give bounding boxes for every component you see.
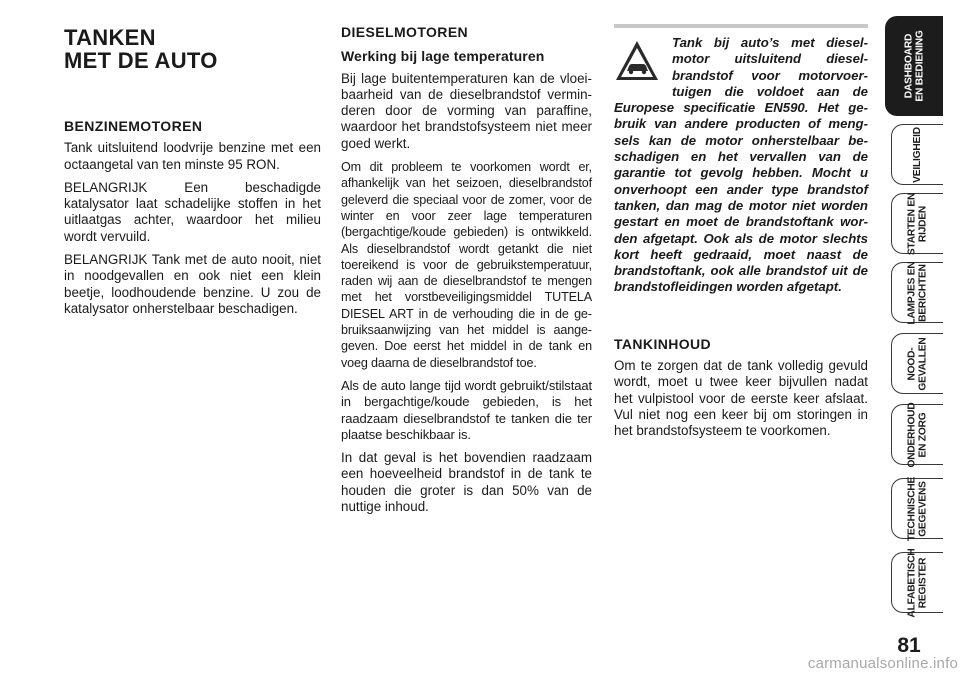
tank-paragraph: Om te zorgen dat de tank volledig gevuld wordt, moet u twee keer bijvullen nadat het vulpistool voor de eerste keer afslaat. Vul niet nog een keer bij om storingen in het brandstofsysteem te voorkomen. bbox=[614, 358, 868, 439]
tab-onderhoud[interactable] bbox=[891, 404, 943, 465]
tab-lampjes[interactable] bbox=[891, 262, 943, 323]
tab-starten[interactable] bbox=[891, 193, 943, 254]
diesel-paragraph: In dat geval is het bovendien raadzaam een hoeveelheid brandstof in de tank te houden die groter is dan 50% van de nuttige inhoud. bbox=[341, 450, 592, 515]
tab-veiligheid[interactable] bbox=[891, 124, 943, 185]
benzine-paragraph: BELANGRIJK Tank met de auto nooit, niet in noodgevallen en ook niet een klein beetje, loodhoudende benzine. U zou de katalysator onherstelbaar beschadigen. bbox=[64, 252, 321, 316]
tab-label: STARTEN EN RIJDEN bbox=[906, 192, 928, 255]
chapter-sidebar bbox=[880, 0, 960, 677]
left-column bbox=[64, 24, 321, 324]
tab-label: NOOD- GEVALLEN bbox=[906, 336, 928, 391]
warning-text: Tank bij auto’s met dieselmotor uitsluitend dieselbrandstof voor motorvoertuigen die voldoet aan de Europese specificatie EN590. Het gebruik van andere producten of mengsels kan de motor onherstelbaar beschadigen en het vervallen van de garantie tot gevolg hebben. Mocht u onverhoopt een ander type brandstof tanken, dan mag de motor niet worden gestart en moet de brandstoftank worden afgetapt. Ook als de motor slechts kort heeft gedraaid, moet naast de brandstoftank, ook alle brandstof uit de brandstofleidingen worden afgetapt. bbox=[614, 35, 868, 295]
benzine-paragraph: BELANGRIJK Een beschadigde katalysator laat schadelijke stoffen in het uitlaatgas achter, waardoor het milieu wordt vervuild. bbox=[64, 179, 321, 244]
tab-noodgevallen[interactable] bbox=[891, 333, 943, 394]
diesel-heading: DIESELMOTOREN bbox=[341, 24, 469, 40]
tab-label: LAMPJES EN BERICHTEN bbox=[906, 260, 928, 325]
middle-column bbox=[341, 24, 592, 522]
right-column bbox=[614, 24, 868, 447]
diesel-paragraph: Als de auto lange tijd wordt gebruikt/stilstaat in bergachtige/koude gebieden, is het raadzaam dieselbrandstof te tanken die ter plaatse beschikbaar is. bbox=[341, 377, 592, 442]
benzine-paragraph: Tank uitsluitend loodvrije benzine met een octaangetal van ten minste 95 RON. bbox=[64, 140, 321, 172]
car-warning-icon bbox=[614, 38, 660, 84]
warning-box bbox=[614, 35, 868, 296]
tank-heading: TANKINHOUD bbox=[614, 335, 712, 352]
diesel-paragraph: Om dit probleem te voorkomen wordt er, afhankelijk van het seizoen, dieselbrandstof geleverd die speciaal voor de zomer, voor de winter en voor zeer lage temperaturen (bergachtige/koude gebieden) is ontwikkeld. Als dieselbrandstof wordt getankt die niet toereikend is voor de gebruikstemperatuur, raden wij aan de dieselbrandstof te mengen met het vorstbeveiligingsmiddel TUTELA DIESEL ART in de verhouding die in de gebruiksaanwijzing van het middel is aangegeven. Doe eerst het middel in de tank en voeg daarna de dieselbrandstof toe. bbox=[341, 160, 592, 370]
page-number: 81 bbox=[897, 634, 921, 657]
tab-register[interactable] bbox=[891, 547, 943, 618]
tab-label: TECHNISCHE GEGEVENS bbox=[906, 476, 928, 541]
page-title-line-1: TANKEN bbox=[64, 25, 156, 50]
warning-rule bbox=[614, 24, 868, 28]
tab-technische[interactable] bbox=[891, 478, 943, 539]
tab-label: DASHBOARD EN BEDIENING bbox=[903, 30, 925, 102]
watermark: carmanualsonline.info bbox=[807, 655, 958, 672]
diesel-paragraph: Bij lage buitentemperaturen kan de vloeibaarheid van de dieselbrandstof verminderen door de vorming van paraffine, waardoor het brandstofsysteem niet meer goed werkt. bbox=[341, 70, 592, 151]
benzine-heading: BENZINEMOTOREN bbox=[64, 118, 203, 134]
diesel-subheading: Werking bij lage temperaturen bbox=[341, 48, 545, 65]
page-title bbox=[64, 26, 321, 72]
tab-label: ALFABETISCH REGISTER bbox=[906, 547, 928, 618]
tab-dashboard[interactable] bbox=[885, 16, 943, 116]
page-title-line-2: MET DE AUTO bbox=[64, 48, 218, 73]
tab-label: VEILIGHEID bbox=[911, 126, 923, 183]
tab-label: ONDERHOUD EN ZORG bbox=[906, 402, 928, 467]
